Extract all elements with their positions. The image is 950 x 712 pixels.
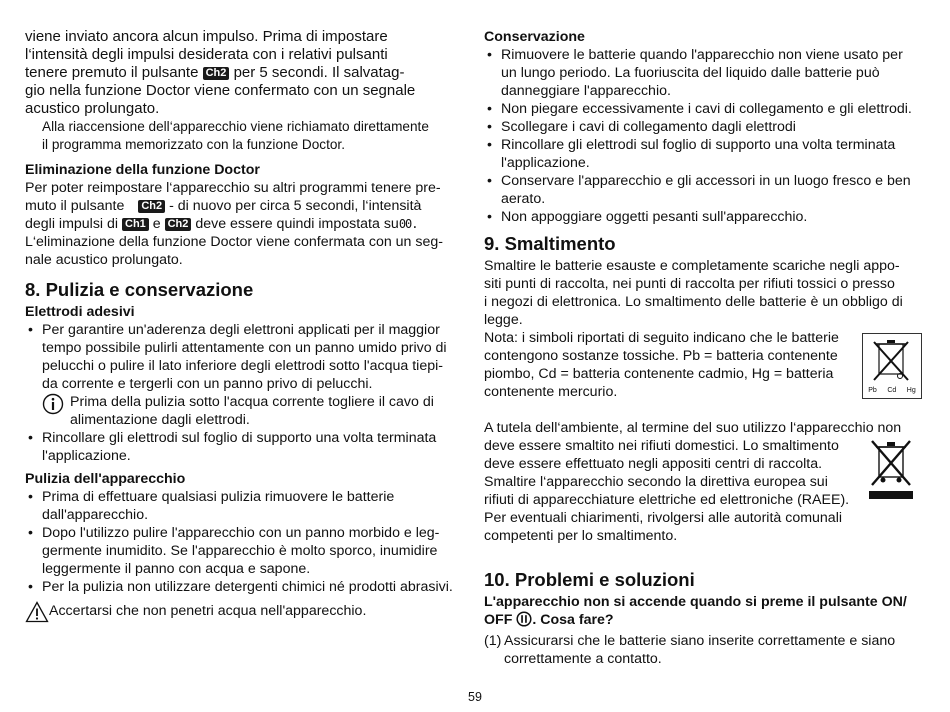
ch2-button-chip: Ch2	[165, 218, 192, 231]
doctor-line: Per poter reimpostare l‘apparecchio su altri programmi tenere pre-	[25, 180, 441, 196]
intro-line: acustico prolungato.	[25, 100, 160, 117]
warning-icon	[25, 601, 49, 628]
right-column	[484, 28, 924, 668]
list-item: • Non piegare eccessivamente i cavi di collegamento e gli elettrodi.	[484, 100, 924, 118]
left-column	[25, 28, 465, 620]
solution-item: (1) Assicurarsi che le batterie siano inserite correttamente e siano correttamente a contatto.	[484, 633, 896, 667]
weee-crossed-bin-icon	[866, 437, 916, 501]
segment-display-value: 00.	[398, 217, 418, 231]
list-item: • Rincollare gli elettrodi sul foglio di supporto una volta terminata l'applicazione.	[484, 136, 924, 172]
intro-small-line: Alla riaccensione dell‘apparecchio viene richiamato direttamente	[42, 119, 429, 134]
page-number: 59	[468, 690, 482, 704]
disposal-note-line: contengono sostanze tossiche. Pb = batteria contenente	[484, 348, 838, 364]
device-cleaning-list	[25, 488, 465, 596]
list-item: • Scollegare i cavi di collegamento dagli elettrodi	[484, 118, 924, 136]
electrodes-heading: Elettrodi adesivi	[25, 304, 135, 320]
ch2-button-chip: Ch2	[203, 67, 230, 80]
environment-line: deve essere smaltito nei rifiuti domestici. Lo smaltimento	[484, 438, 839, 454]
weee-symbol	[866, 437, 916, 501]
power-button-icon	[516, 611, 532, 632]
problem-question: OFF . Cosa fare?	[484, 611, 924, 632]
environment-block	[484, 419, 924, 545]
disposal-line: i negozi di elettronica. Lo smaltimento delle batterie è un obbligo di	[484, 294, 903, 310]
device-cleaning-heading: Pulizia dell'apparecchio	[25, 471, 186, 487]
doctor-line	[25, 197, 465, 215]
environment-line: rifiuti di apparecchiature elettriche ed elettroniche (RAEE).	[484, 492, 850, 508]
battery-disposal-symbol	[862, 333, 922, 399]
list-item: • Per la pulizia non utilizzare detergenti chimici né prodotti abrasivi.	[25, 578, 465, 596]
disposal-note-line: piombo, Cd = batteria contenente cadmio, Hg = batteria	[484, 366, 834, 382]
doctor-line: L‘eliminazione della funzione Doctor viene confermata con un seg-	[25, 234, 443, 250]
list-item: • Non appoggiare oggetti pesanti sull'apparecchio.	[484, 208, 924, 226]
environment-line: Per eventuali chiarimenti, rivolgersi alle autorità comunali	[484, 510, 843, 526]
list-item: • Rimuovere le batterie quando l'apparecchio non viene usato per un lungo periodo. La fuoriuscita del liquido dalle batterie può danneggiare l'apparecchio.	[484, 46, 924, 100]
intro-text: per 5 secondi. Il salvatag-	[233, 64, 405, 81]
intro-line	[25, 64, 465, 82]
problem-question: L'apparecchio non si accende quando si preme il pulsante ON/	[484, 594, 907, 610]
ch1-button-chip: Ch1	[122, 218, 149, 231]
list-item: • Conservare l'apparecchio e gli accessori in un luogo fresco e ben aerato.	[484, 172, 924, 208]
disposal-line: legge.	[484, 312, 523, 328]
info-note: Prima della pulizia sotto l'acqua corrente togliere il cavo di alimentazione dagli elettrodi.	[42, 393, 465, 429]
doctor-text: - di nuovo per circa 5 secondi, l‘intensità	[169, 198, 422, 214]
environment-line: competenti per lo smaltimento.	[484, 528, 678, 544]
intro-line: gio nella funzione Doctor viene confermato con un segnale	[25, 82, 416, 99]
intro-line: l‘intensità degli impulsi desiderata con i relativi pulsanti	[25, 46, 388, 63]
intro-small-line: il programma memorizzato con la funzione Doctor.	[42, 137, 345, 152]
disposal-line: siti punti di raccolta, nei punti di raccolta per rifiuti tossici o presso	[484, 276, 895, 292]
doctor-heading: Eliminazione della funzione Doctor	[25, 162, 260, 178]
intro-line: viene inviato ancora alcun impulso. Prima di impostare	[25, 28, 388, 45]
storage-list	[484, 46, 924, 226]
doctor-text: e	[152, 216, 161, 232]
doctor-text: deve essere quindi impostata su	[195, 216, 399, 232]
list-item: • Per garantire un'aderenza degli elettroni applicati per il maggior tempo possibile pulirli attentamente con un panno umido privo di pelucchi o pulire il lato inferiore degli elettrodi sotto l'acqua tiepi- da corrente e tergerli con un panno privo di pelucchi.	[25, 321, 465, 393]
info-icon	[42, 393, 64, 420]
section-9-title: 9. Smaltimento	[484, 233, 616, 254]
section-8-title: 8. Pulizia e conservazione	[25, 279, 254, 300]
intro-text: tenere premuto il pulsante	[25, 64, 199, 81]
environment-line: deve essere effettuato negli appositi centri di raccolta.	[484, 456, 823, 472]
disposal-note-line: Nota: i simboli riportati di seguito indicano che le batterie	[484, 330, 839, 346]
section-10-title: 10. Problemi e soluzioni	[484, 569, 695, 590]
environment-line: A tutela dell‘ambiente, al termine del suo utilizzo l‘apparecchio non	[484, 420, 902, 436]
list-item: • Rincollare gli elettrodi sul foglio di supporto una volta terminata l'applicazione.	[25, 429, 465, 465]
disposal-note-line: contenente mercurio.	[484, 384, 618, 400]
battery-note-block	[484, 329, 924, 401]
electrodes-list	[25, 429, 465, 465]
list-item: • Dopo l'utilizzo pulire l'apparecchio con un panno morbido e leg- germente inumidito. Se l'apparecchio è molto sporco, inumidire leggermente il panno con acqua e sapone.	[25, 524, 465, 578]
ch2-button-chip: Ch2	[138, 200, 165, 213]
warning-note: Accertarsi che non penetri acqua nell'apparecchio.	[25, 602, 465, 620]
disposal-line: Smaltire le batterie esauste e completamente scariche negli appo-	[484, 258, 900, 274]
list-item: • Prima di effettuare qualsiasi pulizia rimuovere le batterie dall'apparecchio.	[25, 488, 465, 524]
battery-symbol-labels: Pb Cd Hg	[868, 387, 916, 394]
doctor-text: degli impulsi di	[25, 216, 119, 232]
doctor-text: muto il pulsante	[25, 198, 125, 214]
doctor-line: nale acustico prolungato.	[25, 252, 183, 268]
storage-heading: Conservazione	[484, 29, 585, 45]
electrodes-list	[25, 321, 465, 393]
doctor-line	[25, 215, 465, 233]
environment-line: Smaltire l‘apparecchio secondo la direttiva europea sui	[484, 474, 828, 490]
